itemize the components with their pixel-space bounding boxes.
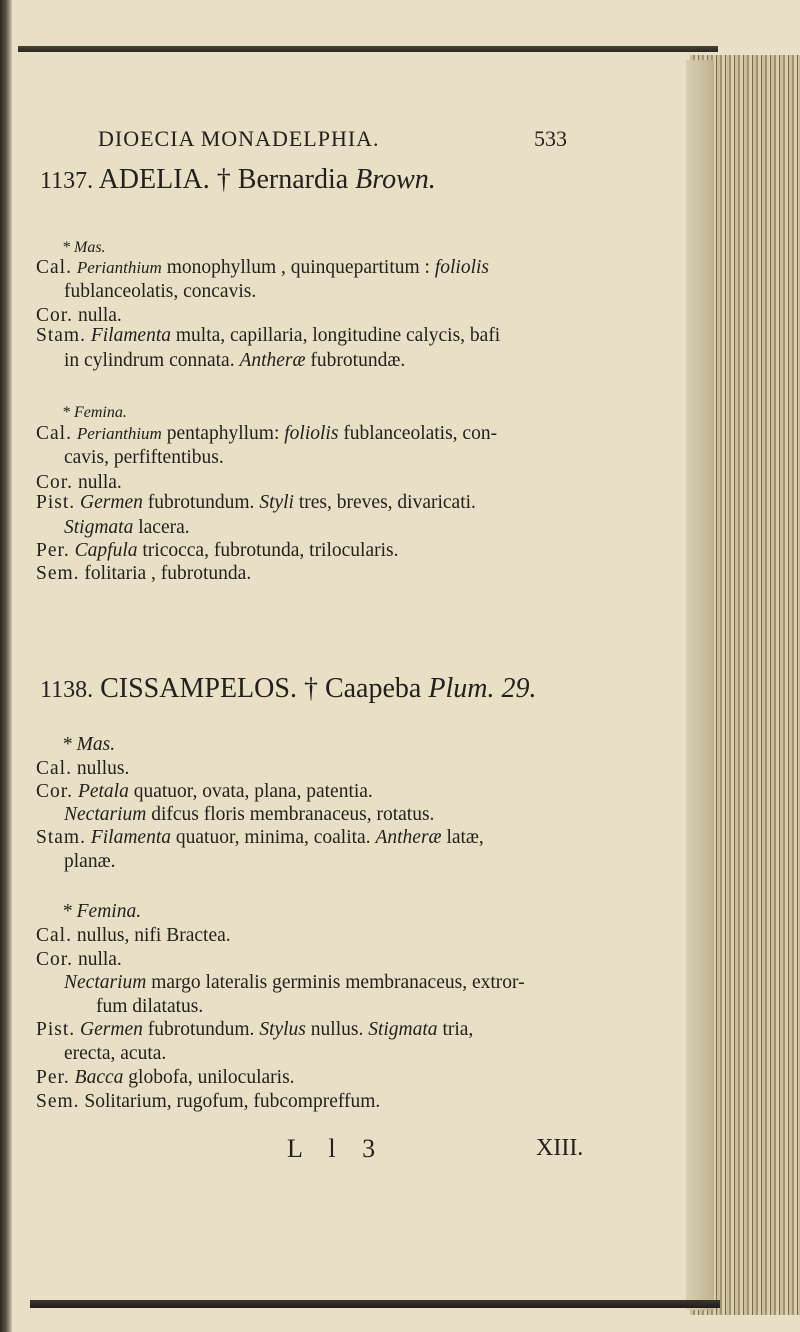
stam-abbr: Stam.	[36, 827, 86, 848]
synonym-author: Plum. 29.	[428, 673, 537, 704]
term: Antheræ	[375, 827, 442, 848]
description: latæ,	[446, 827, 484, 848]
term: Filamenta	[90, 325, 171, 346]
cal-abbr: Cal.	[36, 423, 72, 444]
pist-continuation	[64, 518, 190, 538]
term: Germen	[80, 1019, 143, 1040]
genus-number: 1138.	[40, 677, 94, 703]
cor-line	[36, 782, 373, 802]
description: tria,	[442, 1019, 474, 1040]
description: Solitarium, rugofum, fubcompreffum.	[84, 1091, 381, 1112]
term: foliolis	[434, 257, 490, 278]
cor-abbr: Cor.	[36, 949, 74, 970]
stam-continuation: planæ.	[64, 851, 116, 872]
per-abbr: Per.	[36, 540, 70, 561]
description: fubrotundum.	[147, 1019, 255, 1040]
description: fublanceolatis, con-	[343, 423, 498, 444]
sem-abbr: Sem.	[36, 1091, 80, 1112]
nectarium-continuation: fum dilatatus.	[96, 996, 204, 1017]
description: pentaphyllum:	[166, 423, 280, 444]
running-title: DIOECIA MONADELPHIA.	[98, 126, 380, 151]
description: nulla.	[77, 472, 122, 493]
pist-abbr: Pist.	[36, 492, 76, 513]
genus-name: CISSAMPELOS.	[100, 673, 297, 704]
cor-abbr: Cor.	[36, 781, 74, 802]
synonym: Bernardia	[237, 164, 349, 195]
nectarium-line	[64, 805, 434, 825]
stam-line	[36, 326, 500, 346]
description: nulla.	[77, 949, 122, 970]
sem-line	[36, 1092, 380, 1112]
cal-line	[36, 258, 489, 278]
term: Styli	[259, 492, 294, 513]
term: Perianthium	[76, 424, 162, 443]
cor-line-female	[36, 473, 122, 493]
term: Capfula	[74, 540, 138, 561]
cal-line	[36, 759, 129, 779]
genus-number: 1137.	[40, 168, 94, 194]
description: lacera.	[138, 517, 190, 538]
description: nulla.	[77, 305, 122, 326]
description: nullus, nifi Bractea.	[76, 925, 231, 946]
description: quatuor, ovata, plana, patentia.	[133, 781, 373, 802]
mas-label: * Mas.	[62, 239, 106, 256]
cal-continuation: fublanceolatis, concavis.	[64, 281, 257, 302]
sem-line	[36, 564, 251, 584]
description: fubrotundum.	[147, 492, 255, 513]
description: quatuor, minima, coalita.	[175, 827, 371, 848]
synonym-author: Brown.	[355, 164, 436, 195]
term: Antheræ	[239, 350, 306, 371]
synonym: Caapeba	[324, 673, 422, 704]
cal-line-female	[36, 424, 497, 444]
stam-line	[36, 828, 484, 848]
term: Nectarium	[64, 804, 147, 825]
page-number: 533	[534, 126, 567, 151]
cor-abbr: Cor.	[36, 472, 74, 493]
femina-label: * Femina.	[62, 404, 127, 421]
description: difcus floris membranaceus, rotatus.	[151, 804, 435, 825]
description: fubrotundæ.	[310, 350, 406, 371]
term: Petala	[77, 781, 129, 802]
cor-line-female	[36, 950, 122, 970]
pist-line	[36, 1020, 473, 1040]
pist-line	[36, 493, 476, 513]
cor-line	[36, 306, 122, 326]
catchword: XIII.	[536, 1135, 584, 1161]
cal-abbr: Cal.	[36, 257, 72, 278]
term: Perianthium	[76, 258, 162, 277]
cal-continuation-female: cavis, perfiftentibus.	[64, 447, 224, 468]
pist-continuation: erecta, acuta.	[64, 1043, 167, 1064]
description: monophyllum , quinquepartitum :	[166, 257, 430, 278]
term: Stigmata	[64, 517, 134, 538]
pist-abbr: Pist.	[36, 1019, 76, 1040]
description: multa, capillaria, longitudine calycis, bafi	[175, 325, 501, 346]
cal-abbr: Cal.	[36, 925, 72, 946]
genus-heading-1138	[40, 675, 536, 703]
description: margo lateralis germinis membranaceus, extror-	[151, 972, 525, 993]
genus-heading-1137	[40, 166, 436, 194]
per-abbr: Per.	[36, 1067, 70, 1088]
stam-continuation	[64, 351, 405, 371]
per-line	[36, 541, 399, 561]
description: tricocca, fubrotunda, trilocularis.	[142, 540, 399, 561]
genus-name: ADELIA.	[98, 164, 210, 195]
description: folitaria , fubrotunda.	[84, 563, 252, 584]
dagger-mark: †	[303, 673, 318, 704]
term: Nectarium	[64, 972, 147, 993]
page-gutter-shadow	[686, 60, 714, 1310]
term: foliolis	[284, 423, 339, 444]
description: nullus.	[310, 1019, 364, 1040]
mas-label: * Mas.	[62, 734, 116, 755]
description: in cylindrum connata.	[64, 350, 235, 371]
signature-mark: L l 3	[287, 1134, 386, 1163]
dagger-mark: †	[216, 164, 231, 195]
term: Stigmata	[368, 1019, 438, 1040]
term: Bacca	[74, 1067, 124, 1088]
nectarium-line-female	[64, 973, 525, 993]
cor-abbr: Cor.	[36, 305, 74, 326]
stam-abbr: Stam.	[36, 325, 86, 346]
term: Filamenta	[90, 827, 171, 848]
cal-line-female	[36, 926, 231, 946]
cal-abbr: Cal.	[36, 758, 72, 779]
sem-abbr: Sem.	[36, 563, 80, 584]
term: Germen	[80, 492, 143, 513]
description: globofa, unilocularis.	[128, 1067, 295, 1088]
description: nullus.	[76, 758, 130, 779]
femina-label: * Femina.	[62, 901, 142, 922]
term: Stylus	[259, 1019, 306, 1040]
description: tres, breves, divaricati.	[298, 492, 476, 513]
per-line	[36, 1068, 295, 1088]
